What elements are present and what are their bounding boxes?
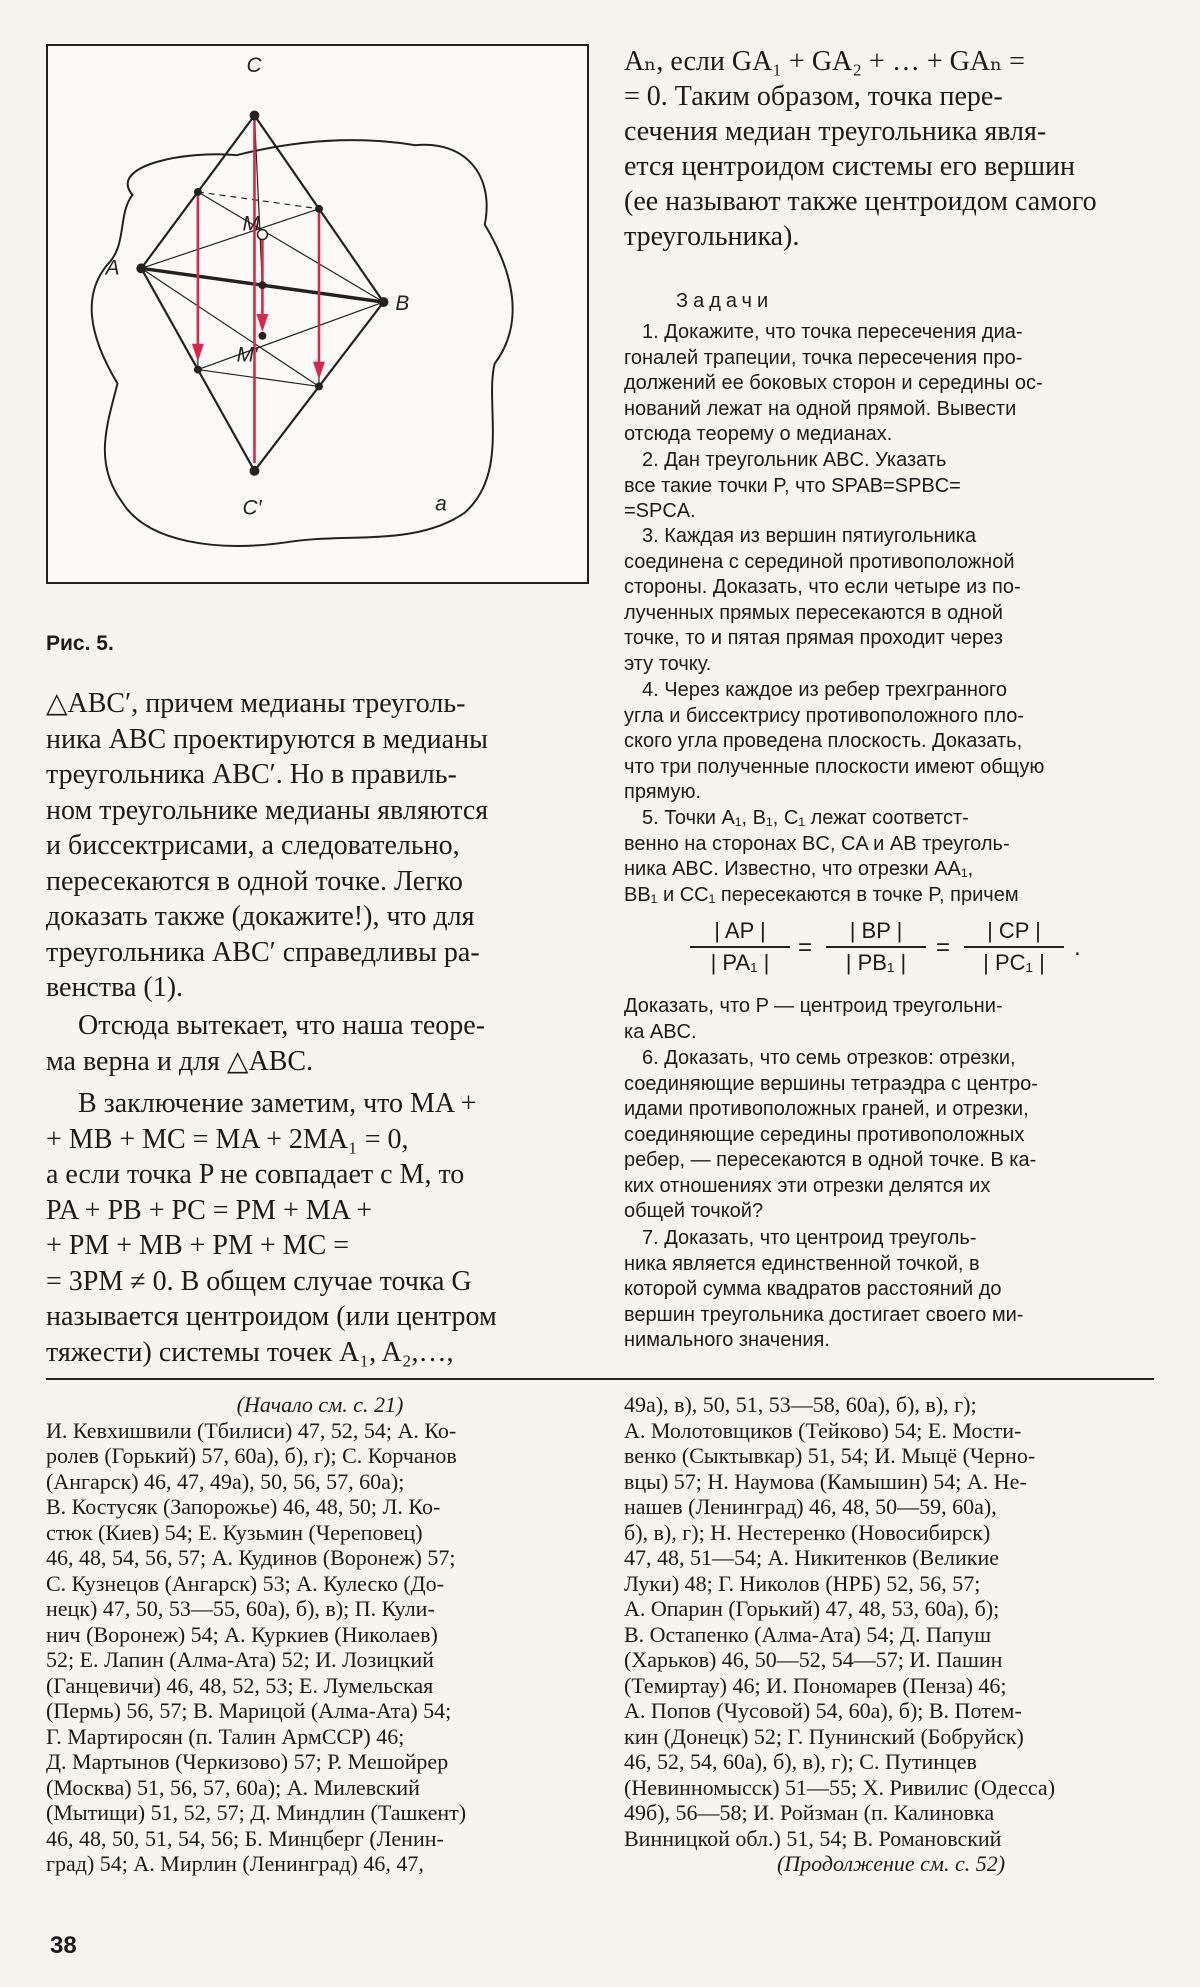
label-m-prime: M′ [236, 343, 258, 367]
task-line: ского угла проведена плоскость. Доказать, [624, 730, 1023, 752]
credits-left [46, 1392, 594, 1877]
plane-region [92, 140, 513, 546]
tasks-heading: Задачи [676, 290, 774, 312]
task-line: ких отношениях эти отрезки делятся их [624, 1174, 991, 1197]
task-line: соединяющие вершины тетраэдра с центро- [624, 1072, 1038, 1095]
numerator: | BP | [826, 918, 926, 948]
section-divider [46, 1378, 1154, 1380]
task-line: что три полученные плоскости имеют общую [624, 755, 1045, 778]
credits-line: В. Остапенко (Алма-Ата) 54; Д. Папуш [624, 1621, 992, 1647]
credits-line: Д. Мартынов (Черкизово) 57; Р. Мешойрер [46, 1749, 449, 1774]
text-line: сечения медиан треугольника явля- [624, 116, 1047, 147]
credits-line: 52; Е. Лапин (Алма-Ата) 52; И. Лозицкий [46, 1647, 434, 1672]
figure-5 [46, 44, 589, 584]
task-5-conclusion [624, 994, 1158, 1045]
task-7 [624, 1226, 1158, 1354]
credits-line: ролев (Горький) 57, 60а), б), г); С. Корчанов [46, 1443, 457, 1468]
credits-line: стюк (Киев) 54; Е. Кузьмин (Череповец) [46, 1519, 423, 1545]
task-line: ника ABC. Известно, что отрезки AA₁, [624, 858, 974, 880]
period: . [1074, 934, 1081, 961]
fraction-cp [964, 918, 1064, 976]
credits-line: И. Кевхишвили (Тбилиси) 47, 52, 54; А. Ко- [46, 1417, 457, 1443]
credits-line: (Темиртау) 46; И. Пономарев (Пенза) 46; [624, 1672, 1007, 1698]
task-3 [624, 524, 1158, 677]
task-line: Доказать, что P — центроид треугольни- [624, 995, 1003, 1017]
text-line: и биссектрисами, а следовательно, [46, 830, 460, 861]
figure-caption: Рис. 5. [46, 632, 114, 655]
credits-right [624, 1392, 1158, 1877]
credits-note: (Продолжение см. с. 52) [776, 1851, 1006, 1876]
text-line: = 0. Таким образом, точка пере- [624, 81, 1003, 112]
task-line: ребер, — пересекаются в одной точке. В ка- [624, 1149, 1037, 1171]
text-line: а если точка P не совпадает с M, то [46, 1159, 465, 1190]
equals-sign: = [798, 934, 813, 961]
task-line: =SPCA. [624, 500, 696, 522]
task-line: стороны. Доказать, что если четыре из по- [624, 576, 1021, 598]
credits-line: град) 54; А. Мирлин (Ленинград) 46, 47, [46, 1851, 424, 1876]
credits-line: Винницкой обл.) 51, 54; В. Романовский [624, 1825, 1002, 1851]
formula-line: + MB + MC = MA + 2MA₁ = 0, [46, 1123, 409, 1155]
task-2 [624, 448, 1158, 525]
task-line: нований лежат на одной прямой. Вывести [624, 397, 1017, 420]
task-line: идами противоположных граней, и отрезки, [624, 1098, 1029, 1120]
text-line: ном треугольнике медианы являются [46, 794, 489, 826]
task-line: 4. Через каждое из ребер трехгранного [642, 679, 1008, 701]
credits-line: 49б), 56—58; И. Ройзман (п. Калиновка [624, 1800, 995, 1825]
task-line: должений ее боковых сторон и середины ос- [624, 372, 1043, 394]
label-c-prime: C′ [242, 496, 262, 520]
task-line: прямую. [624, 781, 702, 803]
left-paragraph-1 [46, 686, 586, 1006]
text-line: треугольника ABC′ справедливы ра- [46, 936, 480, 968]
label-b: B [395, 292, 410, 316]
task-line: отсюда теорему о медианах. [624, 423, 893, 445]
fraction-bp [826, 918, 926, 976]
credits-line: (Пермь) 56, 57; В. Марицой (Алма-Ата) 54; [46, 1698, 452, 1723]
label-m: M [242, 212, 260, 236]
text-line: Отсюда вытекает, что наша теоре- [78, 1010, 486, 1041]
task-line: 3. Каждая из вершин пятиугольника [642, 525, 977, 547]
credits-line: 49а), в), 50, 51, 53—58, 60а), б), в), г); [624, 1392, 977, 1417]
equals-sign: = [936, 934, 951, 961]
task-1 [624, 320, 1158, 448]
credits-line: нецк) 47, 50, 53—55, 60а), б), в); П. Кули- [46, 1596, 435, 1621]
text-line: пересекаются в одной точке. Легко [46, 865, 463, 897]
task-line: гоналей трапеции, точка пересечения про- [624, 346, 1023, 369]
credits-line: кин (Донецк) 52; Г. Пунинский (Бобруйск) [624, 1723, 1024, 1749]
task-line: точке, то и пятая прямая проходит через [624, 627, 1003, 649]
credits-line: (Невинномысск) 51—55; Х. Ривилис (Одесса) [624, 1774, 1056, 1800]
denominator: | PA₁ | [710, 950, 770, 975]
credits-line: Г. Мартиросян (п. Талин АрмССР) 46; [46, 1723, 405, 1749]
label-plane: a [435, 492, 447, 516]
text-line: называется центроидом (или центром [46, 1301, 497, 1332]
credits-line: 46, 52, 54, 60а), б), в), г); С. Путинцев [624, 1749, 977, 1774]
credits-note: (Начало см. с. 21) [236, 1392, 404, 1417]
task-6 [624, 1046, 1158, 1225]
text-line: ма верна и для △ABC. [46, 1045, 314, 1077]
task-line: соединена с серединой противоположной [624, 550, 1015, 573]
text-line: венства (1). [46, 972, 184, 1003]
credits-line: 46, 48, 54, 56, 57; А. Кудинов (Воронеж) 57; [46, 1545, 456, 1570]
formula-line: Aₙ, если GA₁ + GA₂ + … + GAₙ = [624, 46, 1025, 77]
credits-line: (Ангарск) 46, 47, 49а), 50, 56, 57, 60а); [46, 1468, 405, 1494]
formula-line: = 3PM ≠ 0. В общем случае точка G [46, 1265, 472, 1297]
credits-line: нич (Воронеж) 54; А. Куркиев (Николаев) [46, 1621, 438, 1647]
task-line: нимального значения. [624, 1329, 830, 1351]
credits-line: венко (Сыктывкар) 51, 54; И. Мыцё (Черно- [624, 1443, 1036, 1468]
task-line: 6. Доказать, что семь отрезков: отрезки, [642, 1047, 1016, 1069]
task-4 [624, 678, 1158, 806]
text-line: ника ABC проектируются в медианы [46, 723, 488, 755]
denominator: | PC₁ | [983, 950, 1045, 975]
task-line: 1. Докажите, что точка пересечения диа- [642, 321, 1023, 343]
task-line: ника является единственной точкой, в [624, 1252, 980, 1275]
task-line: 5. Точки A₁, B₁, C₁ лежат соответст- [642, 807, 969, 829]
label-c: C [246, 53, 262, 77]
task-line: общей точкой? [624, 1200, 764, 1222]
numerator: | AP | [690, 918, 790, 948]
text-line: (ее называют также центроидом самого [624, 186, 1097, 217]
task-line: соединяющие середины противоположных [624, 1123, 1025, 1146]
left-paragraph-3 [46, 1086, 586, 1370]
task-line: 7. Доказать, что центроид треуголь- [642, 1227, 977, 1249]
task-line: ка ABC. [624, 1020, 697, 1043]
task-line: все такие точки P, что SPAB=SPBC= [624, 474, 961, 497]
text-line: ется центроидом системы его вершин [624, 151, 1075, 182]
credits-line: нашев (Ленинград) 46, 48, 50—59, 60а), [624, 1494, 997, 1519]
task-5 [624, 806, 1158, 908]
left-paragraph-2 [46, 1008, 586, 1079]
task-line: вершин треугольника достигает своего ми- [624, 1303, 1024, 1326]
credits-line: А. Опарин (Горький) 47, 48, 53, 60а), б); [624, 1596, 1000, 1621]
task-line: угла и биссектрису противоположного пло- [624, 704, 1025, 727]
page-number: 38 [50, 1932, 77, 1959]
denominator: | PB₁ | [845, 950, 907, 975]
credits-line: В. Костусяк (Запорожье) 46, 48, 50; Л. Ко- [46, 1494, 441, 1519]
credits-line: (Харьков) 46, 50—52, 54—57; И. Пашин [624, 1647, 1003, 1672]
task-line: BB₁ и CC₁ пересекаются в точке P, причем [624, 883, 1019, 906]
formula-line: + PM + MB + PM + MC = [46, 1230, 350, 1261]
text-line: треугольника). [624, 221, 800, 252]
task-line: лученных прямых пересекаются в одной [624, 601, 1003, 624]
fraction-ap [690, 918, 790, 976]
numerator: | CP | [964, 918, 1064, 948]
task-line: эту точку. [624, 652, 712, 675]
credits-line: (Москва) 51, 56, 57, 60а); А. Милевский [46, 1774, 420, 1800]
credits-line: 47, 48, 51—54; А. Никитенков (Великие [624, 1545, 999, 1570]
text-line: тяжести) системы точек A₁, A₂,…, [46, 1336, 454, 1368]
credits-line: (Ганцевичи) 46, 48, 52, 53; Е. Лумельская [46, 1672, 434, 1698]
credits-line: А. Попов (Чусовой) 54, 60а), б); В. Потем- [624, 1698, 1022, 1723]
credits-line: Луки) 48; Г. Николов (НРБ) 52, 56, 57; [624, 1570, 981, 1596]
task-line: которой сумма квадратов расстояний до [624, 1278, 1002, 1300]
task-line: 2. Дан треугольник ABC. Указать [642, 449, 947, 471]
label-a: A [105, 256, 120, 280]
credits-line: (Мытищи) 51, 52, 57; Д. Миндлин (Ташкент) [46, 1800, 467, 1825]
right-paragraph [624, 44, 1158, 254]
credits-line: вцы) 57; Н. Наумова (Камышин) 54; А. Не- [624, 1468, 1027, 1494]
ratio-formula [690, 918, 1110, 982]
text-line: треугольника ABC′. Но в правиль- [46, 759, 457, 790]
credits-line: б), в), г); Н. Нестеренко (Новосибирск) [624, 1519, 991, 1545]
formula-line: PA + PB + PC = PM + MA + [46, 1194, 373, 1226]
pyramid-diagram [48, 46, 587, 582]
credits-line: 46, 48, 50, 51, 54, 56; Б. Минцберг (Ленин- [46, 1825, 444, 1851]
credits-line: С. Кузнецов (Ангарск) 53; А. Кулеско (До- [46, 1570, 444, 1596]
text-line: В заключение заметим, что MA + [78, 1088, 477, 1119]
credits-line: А. Молотовщиков (Тейково) 54; Е. Мости- [624, 1417, 1022, 1443]
text-line: △ABC′, причем медианы треуголь- [46, 688, 466, 719]
text-line: доказать также (докажите!), что для [46, 901, 475, 932]
task-line: венно на сторонах BC, CA и AB треуголь- [624, 832, 1010, 855]
